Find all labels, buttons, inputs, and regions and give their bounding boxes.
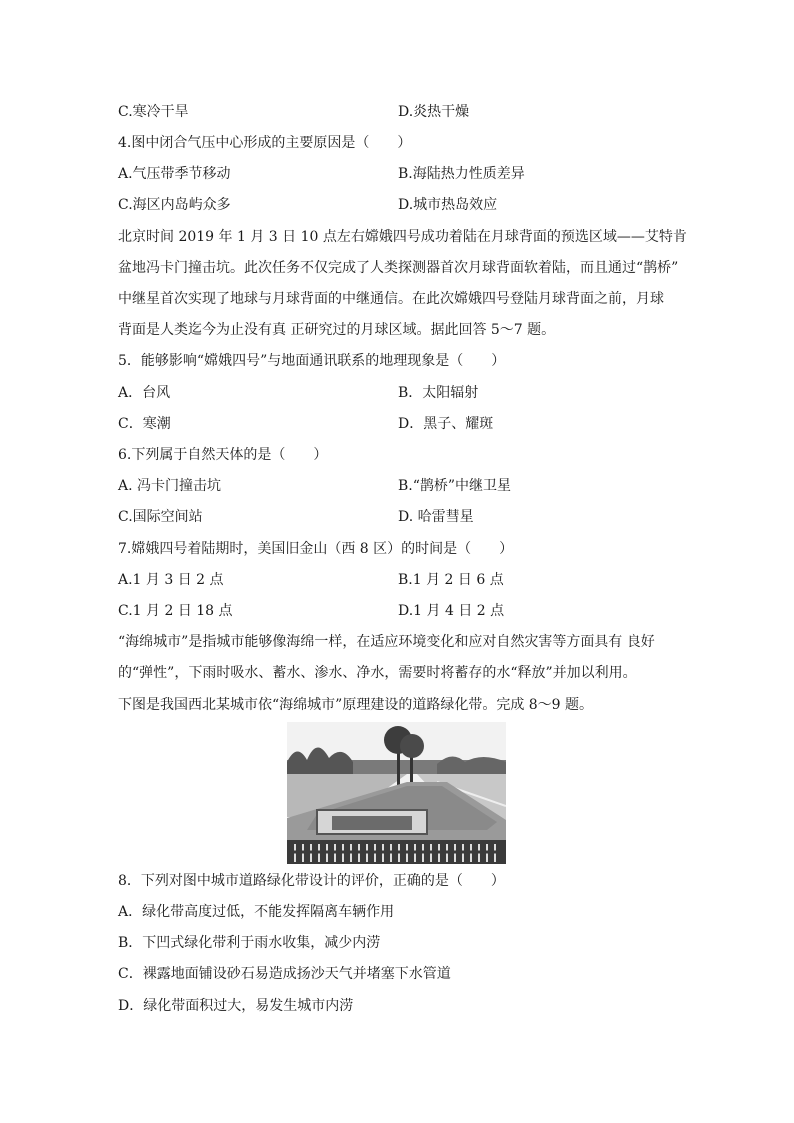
q6-option-b: B.“鹊桥”中继卫星 — [398, 478, 512, 494]
q7-option-a: A.1 月 3 日 2 点 — [118, 572, 224, 588]
sponge-passage-line: 下图是我国西北某城市依“海绵城市”原理建设的道路绿化带。完成 8～9 题。 — [118, 697, 594, 713]
q6-option-d: D. 哈雷彗星 — [398, 509, 474, 525]
question-7: 7.嫦娥四号着陆期时，美国旧金山（西 8 区）的时间是（ ） — [118, 541, 514, 557]
question-4: 4.图中闭合气压中心形成的主要原因是（ ） — [118, 135, 412, 151]
question-8: 8．下列对图中城市道路绿化带设计的评价，正确的是（ ） — [118, 873, 505, 889]
q5-option-d: D．黑子、耀斑 — [398, 416, 494, 432]
q8-option-c: C．裸露地面铺设砂石易造成扬沙天气并堵塞下水管道 — [118, 966, 451, 982]
sponge-passage-line: 的“弹性”，下雨时吸水、蓄水、渗水、净水，需要时将蓄存的水“释放”并加以利用。 — [118, 665, 637, 681]
passage-line: 北京时间 2019 年 1 月 3 日 10 点左右嫦娥四号成功着陆在月球背面的预选区域——艾特肯 — [118, 229, 687, 245]
q7-option-d: D.1 月 4 日 2 点 — [398, 603, 505, 619]
q7-option-b: B.1 月 2 日 6 点 — [398, 572, 504, 588]
passage-line: 背面是人类迄今为止没有真 正研究过的月球区域。据此回答 5～7 题。 — [118, 322, 556, 338]
option-c-line: C.寒冷干旱 — [118, 104, 189, 120]
q8-option-a: A．绿化带高度过低，不能发挥隔离车辆作用 — [118, 904, 395, 920]
q4-option-c: C.海区内岛屿众多 — [118, 197, 231, 213]
q4-option-a: A.气压带季节移动 — [118, 166, 231, 182]
q8-option-b: B．下凹式绿化带利于雨水收集，减少内涝 — [118, 935, 381, 951]
q4-option-b: B.海陆热力性质差异 — [398, 166, 525, 182]
q4-option-d: D.城市热岛效应 — [398, 197, 498, 213]
q6-option-a: A. 冯卡门撞击坑 — [118, 478, 222, 494]
q8-option-d: D．绿化带面积过大，易发生城市内涝 — [118, 998, 354, 1014]
q5-option-a: A．台风 — [118, 385, 171, 401]
q7-option-c: C.1 月 2 日 18 点 — [118, 603, 233, 619]
road-greenbelt-photo — [287, 722, 506, 864]
q6-option-c: C.国际空间站 — [118, 509, 203, 525]
option-d-line: D.炎热干燥 — [398, 104, 470, 120]
passage-line: 盆地冯卡门撞击坑。此次任务不仅完成了人类探测器首次月球背面软着陆，而且通过“鹊桥” — [118, 260, 679, 276]
question-5: 5．能够影响“嫦娥四号”与地面通讯联系的地理现象是（ ） — [118, 353, 506, 369]
question-6: 6.下列属于自然天体的是（ ） — [118, 447, 328, 463]
q5-option-b: B．太阳辐射 — [398, 385, 479, 401]
sponge-passage-line: “海绵城市”是指城市能够像海绵一样，在适应环境变化和应对自然灾害等方面具有 良好 — [118, 634, 655, 650]
passage-line: 中继星首次实现了地球与月球背面的中继通信。在此次嫦娥四号登陆月球背面之前，月球 — [118, 291, 664, 307]
q5-option-c: C．寒潮 — [118, 416, 171, 432]
